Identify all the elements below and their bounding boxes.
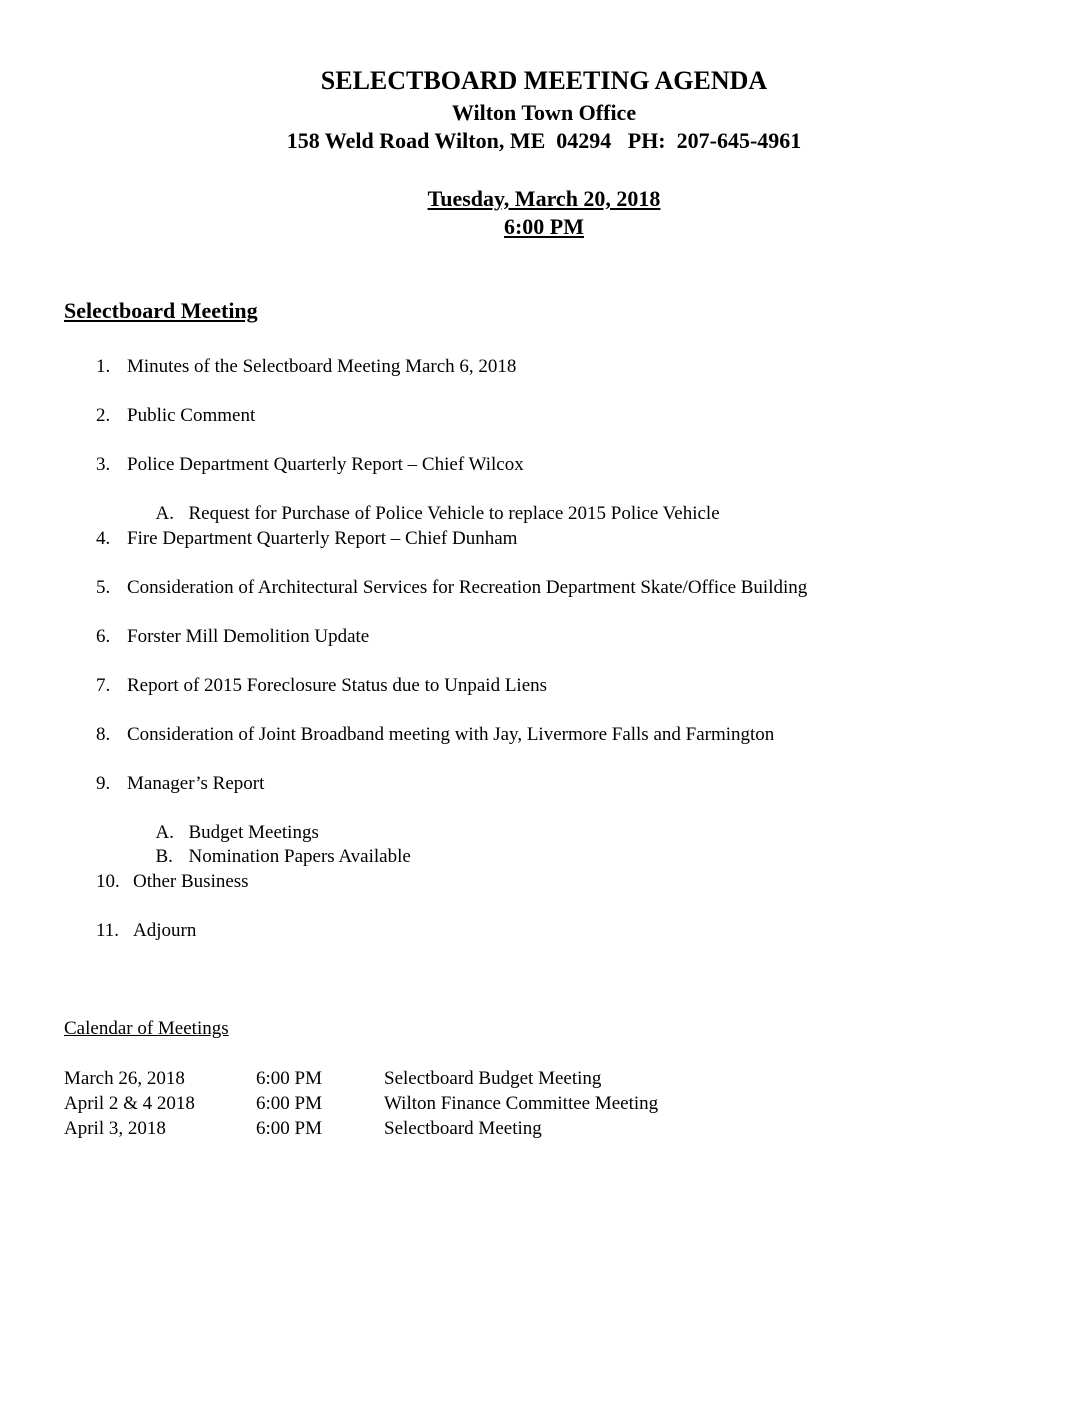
agenda-item-text: Police Department Quarterly Report – Chief Wilcox bbox=[127, 454, 524, 475]
agenda-item-number: 7. bbox=[96, 675, 111, 696]
calendar-event: Selectboard Budget Meeting bbox=[384, 1068, 602, 1089]
agenda-subitem-text: Nomination Papers Available bbox=[188, 846, 411, 867]
agenda-item-number: 11. bbox=[96, 920, 120, 941]
calendar-time: 6:00 PM bbox=[256, 1093, 322, 1114]
office-address: 158 Weld Road Wilton, ME 04294 PH: 207-645-4961 bbox=[286, 128, 802, 153]
agenda-subitem-letter: B. bbox=[155, 846, 173, 867]
calendar-date: April 2 & 4 2018 bbox=[64, 1093, 195, 1114]
document-title: SELECTBOARD MEETING AGENDA bbox=[320, 66, 768, 95]
section-heading: Selectboard Meeting bbox=[64, 298, 258, 323]
calendar-time: 6:00 PM bbox=[256, 1068, 322, 1089]
agenda-item-number: 5. bbox=[96, 577, 111, 598]
agenda-item-number: 10. bbox=[96, 871, 120, 892]
agenda-item-text: Adjourn bbox=[133, 920, 197, 941]
agenda-item-text: Consideration of Joint Broadband meeting with Jay, Livermore Falls and Farmington bbox=[127, 724, 775, 745]
agenda-item-number: 8. bbox=[96, 724, 111, 745]
agenda-subitem-text: Budget Meetings bbox=[188, 822, 319, 843]
calendar-event: Wilton Finance Committee Meeting bbox=[384, 1093, 659, 1114]
agenda-item-text: Report of 2015 Foreclosure Status due to Unpaid Liens bbox=[127, 675, 548, 696]
calendar-row bbox=[64, 1066, 764, 1091]
meeting-time bbox=[0, 214, 1088, 240]
calendar-time: 6:00 PM bbox=[256, 1118, 322, 1139]
calendar-date: March 26, 2018 bbox=[64, 1068, 185, 1089]
agenda-item-text: Public Comment bbox=[127, 405, 256, 426]
agenda-subitem-text: Request for Purchase of Police Vehicle to replace 2015 Police Vehicle bbox=[188, 503, 720, 524]
meeting-time-text: 6:00 PM bbox=[503, 214, 585, 239]
agenda-item-text: Forster Mill Demolition Update bbox=[127, 626, 370, 647]
agenda-subitem-letter: A. bbox=[155, 503, 174, 524]
meeting-date bbox=[0, 186, 1088, 212]
agenda-item-number: 3. bbox=[96, 454, 111, 475]
agenda-item-number: 1. bbox=[96, 356, 111, 377]
calendar-event: Selectboard Meeting bbox=[384, 1118, 542, 1139]
agenda-item-number: 4. bbox=[96, 528, 111, 549]
agenda-item-text: Manager’s Report bbox=[127, 773, 265, 794]
meeting-date-text: Tuesday, March 20, 2018 bbox=[427, 186, 661, 211]
agenda-item-text: Consideration of Architectural Services for Recreation Department Skate/Office Building bbox=[127, 577, 808, 598]
agenda-item-number: 9. bbox=[96, 773, 111, 794]
agenda-subitem-letter: A. bbox=[155, 822, 174, 843]
agenda-item-text: Minutes of the Selectboard Meeting March 6, 2018 bbox=[127, 356, 517, 377]
office-name: Wilton Town Office bbox=[451, 100, 637, 125]
calendar-row bbox=[64, 1091, 764, 1116]
agenda-item-text: Other Business bbox=[133, 871, 249, 892]
calendar-table bbox=[64, 1066, 764, 1141]
agenda-item-number: 2. bbox=[96, 405, 111, 426]
agenda-item-text: Fire Department Quarterly Report – Chief Dunham bbox=[127, 528, 518, 549]
calendar-heading: Calendar of Meetings bbox=[64, 1018, 229, 1039]
calendar-row bbox=[64, 1116, 764, 1141]
agenda-item-number: 6. bbox=[96, 626, 111, 647]
calendar-date: April 3, 2018 bbox=[64, 1118, 166, 1139]
